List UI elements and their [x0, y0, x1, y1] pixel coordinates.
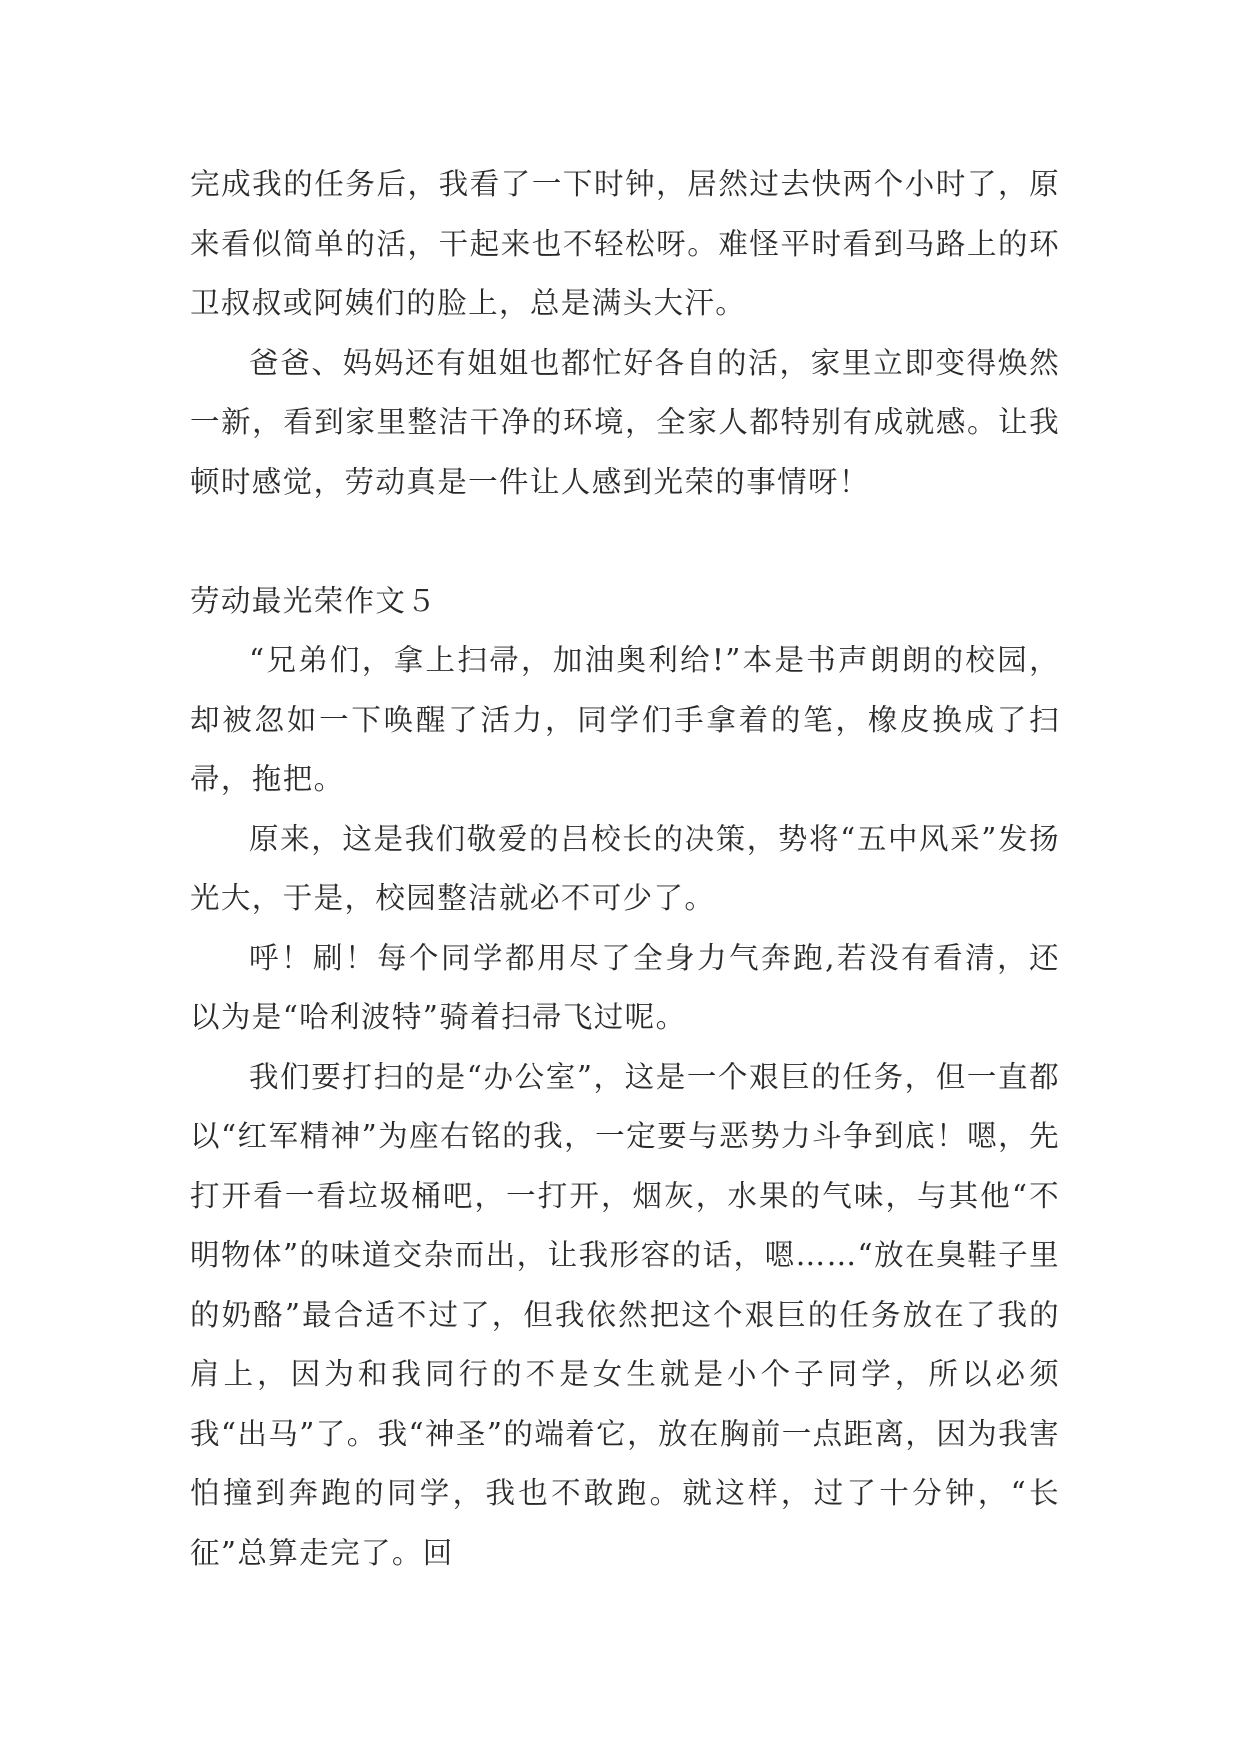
paragraph: 原来，这是我们敬爱的吕校长的决策，势将“五中风采”发扬光大，于是，校园整洁就必不可少了。 [190, 821, 1060, 915]
document-body [190, 155, 1060, 1583]
essay-title: 劳动最光荣作文５ [190, 583, 438, 618]
paragraph: 呼！刷！每个同学都用尽了全身力气奔跑,若没有看清，还以为是“哈利波特”骑着扫帚飞过呢。 [190, 940, 1060, 1034]
paragraph: “兄弟们，拿上扫帚，加油奥利给!”本是书声朗朗的校园，却被忽如一下唤醒了活力，同学们手拿着的笔，橡皮换成了扫帚，拖把。 [190, 643, 1060, 796]
paragraph: 爸爸、妈妈还有姐姐也都忙好各自的活，家里立即变得焕然一新，看到家里整洁干净的环境，全家人都特别有成就感。让我顿时感觉，劳动真是一件让人感到光荣的事情呀！ [190, 345, 1060, 499]
paragraph-continued: 完成我的任务后，我看了一下时钟，居然过去快两个小时了，原来看似简单的活，干起来也不轻松呀。难怪平时看到马路上的环卫叔叔或阿姨们的脸上，总是满头大汗。 [190, 167, 1060, 320]
paragraph: 我们要打扫的是“办公室”，这是一个艰巨的任务，但一直都以“红军精神”为座右铭的我，一定要与恶势力斗争到底！嗯，先打开看一看垃圾桶吧，一打开，烟灰，水果的气味，与其他“不明物体”的味道交杂而出，让我形容的话，嗯……“放在臭鞋子里的奶酪”最合适不过了，但我依然把这个艰巨的任务放在了我的肩上，因为和我同行的不是女生就是小个子同学，所以必须我“出马”了。我“神圣”的端着它，放在胸前一点距离，因为我害怕撞到奔跑的同学，我也不敢跑。就这样，过了十分钟，“长征”总算走完了。回 [190, 1059, 1060, 1570]
